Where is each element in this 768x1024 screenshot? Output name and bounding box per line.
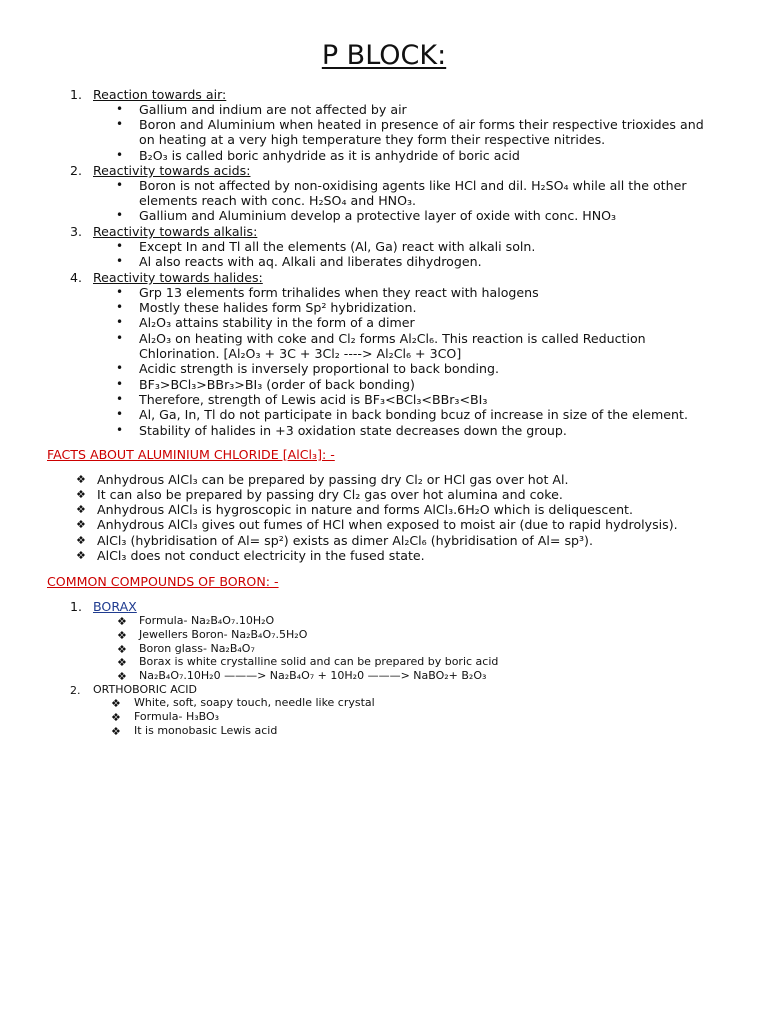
list-item: Al also reacts with aq. Alkali and liberates dihydrogen. — [139, 254, 482, 269]
compound-item: Na₂B₄O₇.10H₂0 ———> Na₂B₄O₇ + 10H₂0 ———> NaBO₂+ B₂O₃ — [139, 669, 487, 682]
diamond-bullet-icon: ❖ — [76, 473, 86, 486]
page-title: P BLOCK: — [321, 40, 447, 71]
diamond-bullet-icon: ❖ — [76, 503, 86, 516]
section-number: 3. — [70, 224, 83, 239]
compound-item: Formula- H₃BO₃ — [134, 710, 220, 723]
section-number: 2. — [70, 163, 83, 178]
section-heading: Reaction towards air: — [93, 87, 227, 102]
fact-item: Anhydrous AlCl₃ can be prepared by passing dry Cl₂ or HCl gas over hot Al. — [97, 472, 569, 487]
list-item: Except In and Tl all the elements (Al, Ga) react with alkali soln. — [139, 239, 536, 254]
bullet-icon: • — [116, 254, 124, 268]
fact-item: AlCl₃ does not conduct electricity in the fused state. — [97, 548, 425, 563]
diamond-bullet-icon: ❖ — [111, 725, 121, 738]
bullet-icon: • — [116, 315, 124, 329]
list-item: Therefore, strength of Lewis acid is BF₃<BCl₃<BBr₃<BI₃ — [139, 392, 488, 407]
diamond-bullet-icon: ❖ — [117, 615, 127, 628]
list-item: Boron is not affected by non-oxidising agents like HCl and dil. H₂SO₄ while all the other — [139, 178, 687, 193]
section-heading: Reactivity towards halides: — [93, 270, 263, 285]
bullet-icon: • — [116, 392, 124, 406]
list-item: B₂O₃ is called boric anhydride as it is anhydride of boric acid — [139, 148, 520, 163]
diamond-bullet-icon: ❖ — [76, 534, 86, 547]
list-item: Al₂O₃ on heating with coke and Cl₂ forms Al₂Cl₆. This reaction is called Reduction — [139, 331, 646, 346]
diamond-bullet-icon: ❖ — [117, 629, 127, 642]
diamond-bullet-icon: ❖ — [111, 711, 121, 724]
list-item: Stability of halides in +3 oxidation state decreases down the group. — [139, 423, 567, 438]
list-item: BF₃>BCl₃>BBr₃>BI₃ (order of back bonding) — [139, 377, 415, 392]
bullet-icon: • — [116, 377, 124, 391]
diamond-bullet-icon: ❖ — [117, 643, 127, 656]
diamond-bullet-icon: ❖ — [111, 697, 121, 710]
list-item: Al, Ga, In, Tl do not participate in back bonding bcuz of increase in size of the element. — [139, 407, 688, 422]
bullet-icon: • — [116, 361, 124, 375]
bullet-icon: • — [116, 148, 124, 162]
list-item: Al₂O₃ attains stability in the form of a dimer — [139, 315, 415, 330]
fact-item: AlCl₃ (hybridisation of Al= sp²) exists as dimer Al₂Cl₆ (hybridisation of Al= sp³). — [97, 533, 593, 548]
diamond-bullet-icon: ❖ — [117, 670, 127, 683]
list-item-continuation: Chlorination. [Al₂O₃ + 3C + 3Cl₂ ----> Al₂Cl₆ + 3CO] — [139, 346, 462, 361]
facts-heading: FACTS ABOUT ALUMINIUM CHLORIDE [AlCl₃]: - — [47, 447, 335, 462]
compound-item: Borax is white crystalline solid and can be prepared by boric acid — [139, 655, 499, 668]
list-item: Mostly these halides form Sp² hybridization. — [139, 300, 417, 315]
fact-item: It can also be prepared by passing dry Cl₂ gas over hot alumina and coke. — [97, 487, 563, 502]
list-item-continuation: elements reach with conc. H₂SO₄ and HNO₃. — [139, 193, 417, 208]
bullet-icon: • — [116, 423, 124, 437]
bullet-icon: • — [116, 102, 124, 116]
list-item: Gallium and indium are not affected by air — [139, 102, 407, 117]
section-number: 1. — [70, 87, 83, 102]
bullet-icon: • — [116, 331, 124, 345]
compound-number: 1. — [70, 599, 83, 614]
fact-item: Anhydrous AlCl₃ gives out fumes of HCl when exposed to moist air (due to rapid hydrolysis). — [97, 517, 678, 532]
bullet-icon: • — [116, 117, 124, 131]
bullet-icon: • — [116, 285, 124, 299]
compound-item: Formula- Na₂B₄O₇.10H₂O — [139, 614, 275, 627]
compound-item: Jewellers Boron- Na₂B₄O₇.5H₂O — [139, 628, 308, 641]
compound-item: Boron glass- Na₂B₄O₇ — [139, 642, 255, 655]
compound-item: White, soft, soapy touch, needle like crystal — [134, 696, 375, 709]
compound-item: It is monobasic Lewis acid — [134, 724, 278, 737]
diamond-bullet-icon: ❖ — [117, 656, 127, 669]
diamond-bullet-icon: ❖ — [76, 518, 86, 531]
list-item: Acidic strength is inversely proportional to back bonding. — [139, 361, 500, 376]
list-item: Boron and Aluminium when heated in presence of air forms their respective trioxides and — [139, 117, 704, 132]
bullet-icon: • — [116, 178, 124, 192]
compound-number: 2. — [70, 684, 81, 697]
boron-heading: COMMON COMPOUNDS OF BORON: - — [47, 574, 279, 589]
bullet-icon: • — [116, 208, 124, 222]
section-heading: Reactivity towards alkalis: — [93, 224, 258, 239]
list-item: Grp 13 elements form trihalides when they react with halogens — [139, 285, 539, 300]
compound-name-borax: BORAX — [93, 599, 137, 614]
diamond-bullet-icon: ❖ — [76, 488, 86, 501]
list-item: Gallium and Aluminium develop a protective layer of oxide with conc. HNO₃ — [139, 208, 617, 223]
compound-name-orthoboric-acid: ORTHOBORIC ACID — [93, 683, 197, 696]
bullet-icon: • — [116, 300, 124, 314]
diamond-bullet-icon: ❖ — [76, 549, 86, 562]
bullet-icon: • — [116, 407, 124, 421]
section-number: 4. — [70, 270, 83, 285]
section-heading: Reactivity towards acids: — [93, 163, 251, 178]
bullet-icon: • — [116, 239, 124, 253]
fact-item: Anhydrous AlCl₃ is hygroscopic in nature and forms AlCl₃.6H₂O which is deliquescent. — [97, 502, 634, 517]
list-item-continuation: on heating at a very high temperature they form their respective nitrides. — [139, 132, 606, 147]
